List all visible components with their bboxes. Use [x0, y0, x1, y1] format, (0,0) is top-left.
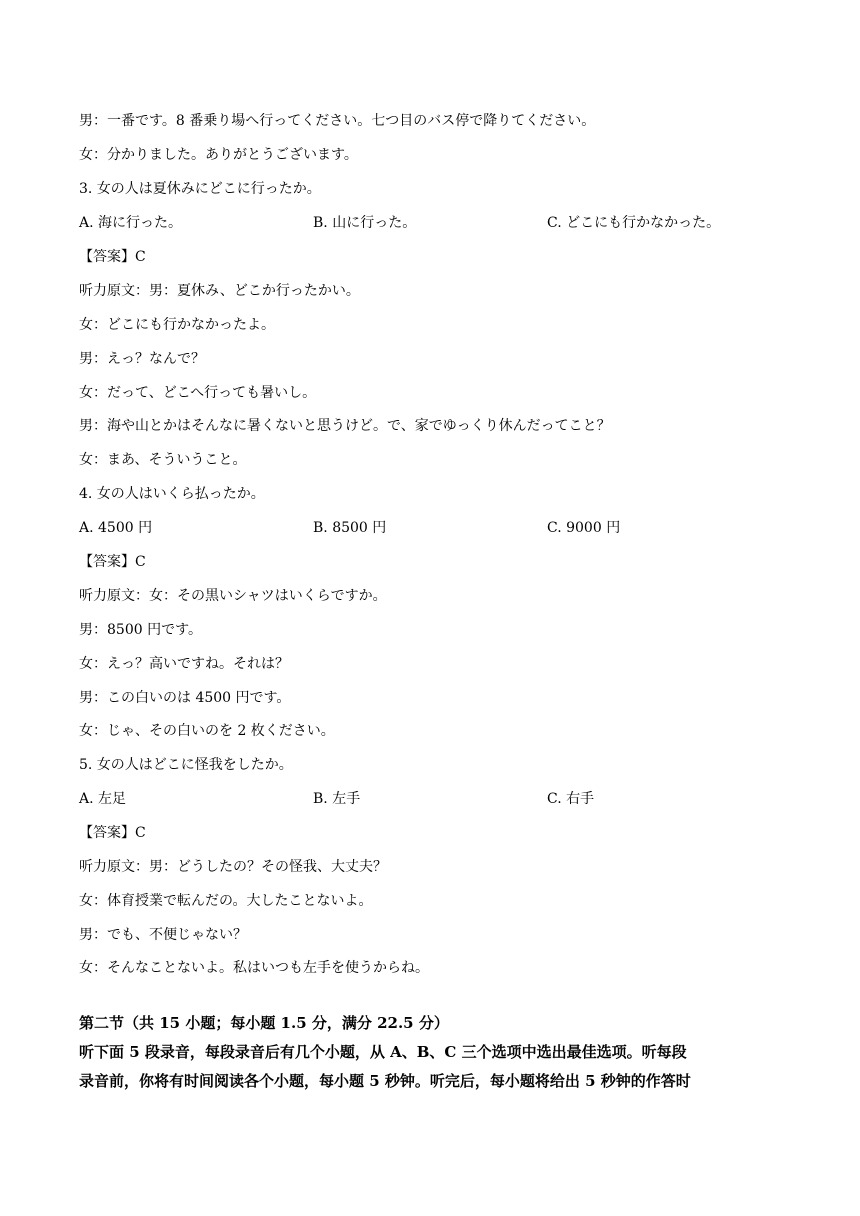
options-q3: [79, 213, 799, 233]
transcript-line: 女：まあ、そういうこと。: [79, 452, 247, 468]
transcript-line: 男：8500 円です。: [79, 622, 202, 638]
transcript-line: 女：だって、どこへ行っても暑いし。: [79, 385, 317, 401]
transcript-line: 男：この白いのは 4500 円です。: [79, 690, 291, 706]
transcript-line: 男：えっ？なんで？: [79, 351, 205, 367]
answer-4: 【答案】C: [79, 554, 146, 570]
option-b: B. 山に行った。: [313, 215, 417, 231]
option-c: C. どこにも行かなかった。: [547, 215, 721, 231]
option-b: B. 8500 円: [313, 520, 387, 536]
options-q5: [79, 789, 799, 809]
transcript-line: 男：海や山とかはそんなに暑くないと思うけど。で、家でゆっくり休んだってこと？: [79, 418, 611, 434]
section-heading: 第二节（共 15 小题；每小题 1.5 分，满分 22.5 分）: [79, 1014, 449, 1032]
transcript-line: 女：どこにも行かなかったよ。: [79, 317, 275, 333]
option-a: A. 左足: [79, 791, 127, 807]
option-b: B. 左手: [313, 791, 361, 807]
option-c: C. 9000 円: [547, 520, 621, 536]
transcript-line: 女：体育授業で転んだの。大したことないよ。: [79, 893, 373, 909]
answer-3: 【答案】C: [79, 249, 146, 265]
question-5: 5. 女の人はどこに怪我をしたか。: [79, 757, 293, 773]
dialogue-line: 女：分かりました。ありがとうございます。: [79, 147, 358, 163]
question-4: 4. 女の人はいくら払ったか。: [79, 486, 265, 502]
transcript-line: 女：そんなことないよ。私はいつも左手を使うからね。: [79, 960, 429, 976]
option-a: A. 4500 円: [79, 520, 153, 536]
option-c: C. 右手: [547, 791, 595, 807]
transcript-line: 听力原文：女：その黒いシャツはいくらですか。: [79, 588, 387, 604]
dialogue-line: 男：一番です。8 番乗り場へ行ってください。七つ目のバス停で降りてください。: [79, 113, 596, 129]
option-a: A. 海に行った。: [79, 215, 183, 231]
section-instructions-line: 录音前，你将有时间阅读各个小题，每小题 5 秒钟。听完后，每小题将给出 5 秒钟的作答时: [79, 1072, 691, 1090]
options-q4: [79, 518, 799, 538]
transcript-line: 女：えっ？高いですね。それは？: [79, 656, 289, 672]
section-instructions-line: 听下面 5 段录音，每段录音后有几个小题，从 A、B、C 三个选项中选出最佳选项。听每段: [79, 1043, 687, 1061]
transcript-line: 男：でも、不便じゃない？: [79, 927, 247, 943]
transcript-line: 听力原文：男：どうしたの？その怪我、大丈夫？: [79, 859, 387, 875]
answer-5: 【答案】C: [79, 825, 146, 841]
transcript-line: 听力原文：男：夏休み、どこか行ったかい。: [79, 283, 360, 299]
question-3: 3. 女の人は夏休みにどこに行ったか。: [79, 181, 321, 197]
transcript-line: 女：じゃ、その白いのを 2 枚ください。: [79, 723, 335, 739]
